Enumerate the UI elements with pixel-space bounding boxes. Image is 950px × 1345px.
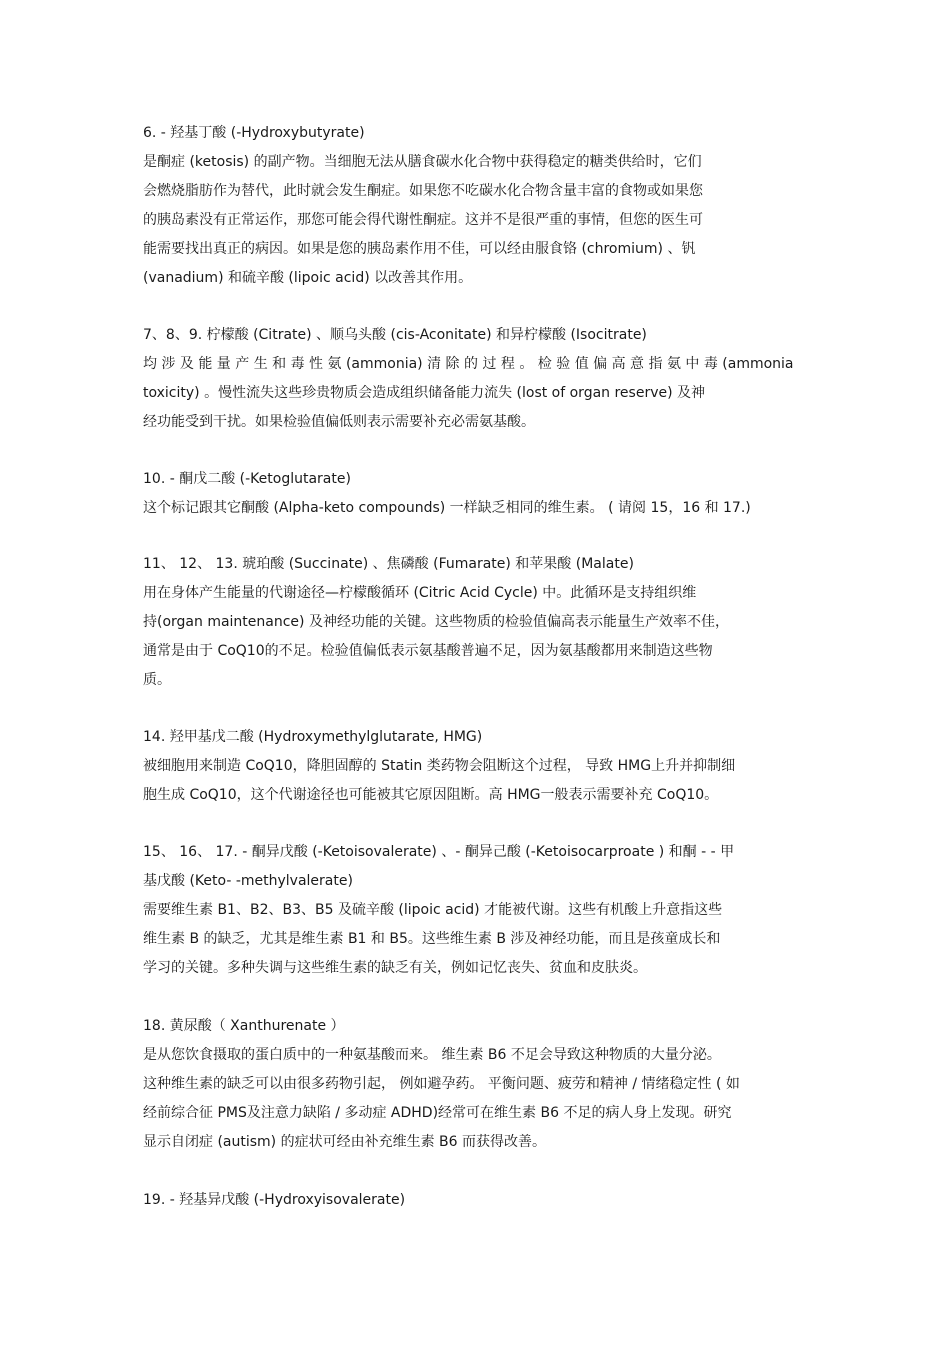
paragraph-line: 这种维生素的缺乏可以由很多药物引起， 例如避孕药。 平衡问题、疲劳和精神 / 情绪稳定性 ( 如 [143, 1076, 740, 1092]
paragraph-line: 被细胞用来制造 CoQ10，降胆固醇的 Statin 类药物会阻断这个过程， 导致 HMG上升并抑制细 [143, 758, 736, 774]
paragraph-line: 用在身体产生能量的代谢途径—柠檬酸循环 (Citric Acid Cycle) 中。此循环是支持组织维 [143, 585, 697, 601]
section-hydroxyisovalerate [143, 1186, 815, 1215]
section-ketoacids [143, 838, 815, 983]
paragraph-line: 学习的关键。多种失调与这些维生素的缺乏有关，例如记忆丧失、贫血和皮肤炎。 [143, 960, 647, 976]
section-citrate [143, 321, 815, 437]
section-ketoglutarate [143, 465, 815, 523]
paragraph-line: 均 涉 及 能 量 产 生 和 毒 性 氨 (ammonia) 清 除 的 过 程 。 检 验 值 偏 高 意 指 氨 中 毒 (ammonia [143, 356, 794, 372]
paragraph-line: 的胰岛素没有正常运作，那您可能会得代谢性酮症。这并不是很严重的事情，但您的医生可 [143, 212, 703, 228]
section-heading: 18. 黄尿酸（ Xanthurenate ） [143, 1018, 345, 1034]
paragraph-line: 会燃烧脂肪作为替代，此时就会发生酮症。如果您不吃碳水化合物含量丰富的食物或如果您 [143, 183, 703, 199]
paragraph-line: 显示自闭症 (autism) 的症状可经由补充维生素 B6 而获得改善。 [143, 1134, 546, 1150]
section-heading: 19. - 羟基异戊酸 (-Hydroxyisovalerate) [143, 1192, 406, 1208]
paragraph-line: 需要维生素 B1、B2、B3、B5 及硫辛酸 (lipoic acid) 才能被代谢。这些有机酸上升意指这些 [143, 902, 723, 918]
paragraph-line: 基戊酸 (Keto- -methylvalerate) [143, 873, 353, 889]
paragraph-line: 这个标记跟其它酮酸 (Alpha-keto compounds) 一样缺乏相同的维生素。 ( 请阅 15，16 和 17.) [143, 500, 751, 516]
section-hmg [143, 723, 815, 810]
paragraph-line: 质。 [143, 672, 171, 688]
paragraph-line: 通常是由于 CoQ10的不足。检验值偏低表示氨基酸普遍不足，因为氨基酸都用来制造这些物 [143, 643, 713, 659]
paragraph-line: toxicity) 。慢性流失这些珍贵物质会造成组织储备能力流失 (lost of organ reserve) 及神 [143, 385, 706, 401]
section-heading: 6. - 羟基丁酸 (-Hydroxybutyrate) [143, 125, 365, 141]
section-heading: 7、8、9. 柠檬酸 (Citrate) 、顺乌头酸 (cis-Aconitate) 和异柠檬酸 (Isocitrate) [143, 327, 647, 343]
paragraph-line: 持(organ maintenance) 及神经功能的关键。这些物质的检验值偏高表示能量生产效率不佳， [143, 614, 729, 630]
section-xanthurenate [143, 1012, 815, 1157]
paragraph-line: 胞生成 CoQ10，这个代谢途径也可能被其它原因阻断。高 HMG一般表示需要补充 CoQ10。 [143, 787, 719, 803]
paragraph-line: 能需要找出真正的病因。如果是您的胰岛素作用不佳，可以经由服食铬 (chromium) 、钒 [143, 241, 696, 257]
paragraph-line: (vanadium) 和硫辛酸 (lipoic acid) 以改善其作用。 [143, 270, 473, 286]
paragraph-line: 经前综合征 PMS及注意力缺陷 / 多动症 ADHD)经常可在维生素 B6 不足的病人身上发现。研究 [143, 1105, 732, 1121]
paragraph-line: 经功能受到干扰。如果检验值偏低则表示需要补充必需氨基酸。 [143, 414, 535, 430]
section-heading: 10. - 酮戊二酸 (-Ketoglutarate) [143, 471, 351, 487]
paragraph-line: 维生素 B 的缺乏，尤其是维生素 B1 和 B5。这些维生素 B 涉及神经功能，而且是孩童成长和 [143, 931, 721, 947]
section-hydroxybutyrate [143, 119, 815, 293]
paragraph-line: 是酮症 (ketosis) 的副产物。当细胞无法从膳食碳水化合物中获得稳定的糖类供给时，它们 [143, 154, 702, 170]
section-heading: 15、 16、 17. - 酮异戊酸 (-Ketoisovalerate) 、- 酮异己酸 (-Ketoisocarproate ) 和酮 - - 甲 [143, 844, 735, 860]
section-succinate [143, 550, 815, 695]
section-heading: 14. 羟甲基戊二酸 (Hydroxymethylglutarate, HMG) [143, 729, 483, 745]
section-heading: 11、 12、 13. 琥珀酸 (Succinate) 、焦磷酸 (Fumarate) 和苹果酸 (Malate) [143, 556, 634, 572]
paragraph-line: 是从您饮食摄取的蛋白质中的一种氨基酸而来。 维生素 B6 不足会导致这种物质的大量分泌。 [143, 1047, 721, 1063]
